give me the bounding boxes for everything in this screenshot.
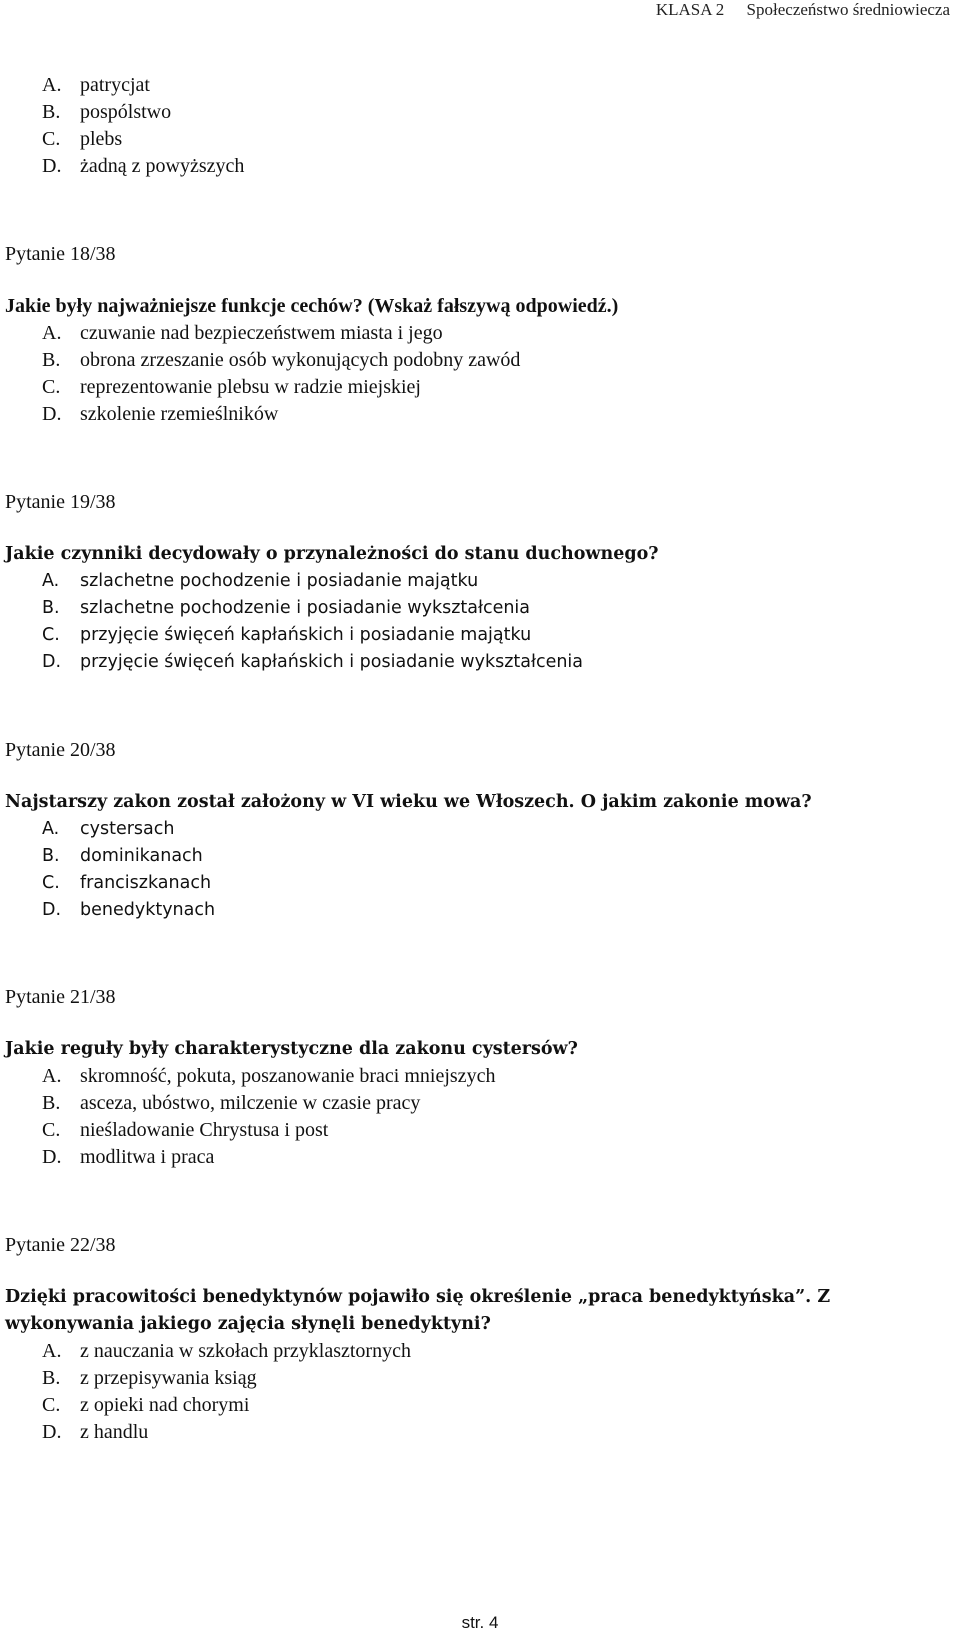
answer-option: D. modlitwa i praca bbox=[42, 1146, 215, 1168]
answer-option: B. z przepisywania ksiąg bbox=[42, 1367, 257, 1389]
question-text: Najstarszy zakon został założony w VI wieku we Włoszech. O jakim zakonie mowa? bbox=[5, 792, 812, 812]
answer-option: B. dominikanach bbox=[42, 846, 203, 866]
question-text-line-2: wykonywania jakiego zajęcia słynęli benedyktyni? bbox=[5, 1314, 491, 1334]
answer-option: A. szlachetne pochodzenie i posiadanie majątku bbox=[42, 571, 479, 591]
answer-option: A. czuwanie nad bezpieczeństwem miasta i jego bbox=[42, 322, 443, 344]
answer-option: A. z nauczania w szkołach przyklasztornych bbox=[42, 1340, 411, 1362]
question-number: Pytanie 18/38 bbox=[5, 243, 116, 265]
answer-option: D. benedyktynach bbox=[42, 900, 216, 920]
answer-option: B. obrona zrzeszanie osób wykonujących podobny zawód bbox=[42, 349, 521, 371]
question-19 bbox=[0, 489, 940, 676]
answer-option: B. szlachetne pochodzenie i posiadanie wykształcenia bbox=[42, 598, 531, 618]
question-text: Jakie reguły były charakterystyczne dla zakonu cystersów? bbox=[5, 1039, 578, 1059]
answer-option: C. plebs bbox=[42, 128, 123, 150]
question-21 bbox=[0, 984, 940, 1171]
header-topic: Społeczeństwo średniowiecza bbox=[746, 0, 950, 19]
header-class: KLASA 2 bbox=[655, 0, 725, 19]
page-header bbox=[638, 0, 950, 24]
question-17-options bbox=[0, 72, 940, 180]
question-text: Jakie były najważniejsze funkcje cechów? (Wskaż fałszywą odpowiedź.) bbox=[5, 295, 619, 317]
question-18 bbox=[0, 241, 940, 428]
page-number: str. 4 bbox=[461, 1613, 499, 1632]
answer-option: C. franciszkanach bbox=[42, 873, 212, 893]
question-20 bbox=[0, 737, 940, 924]
question-number: Pytanie 19/38 bbox=[5, 491, 116, 513]
answer-option: A. patrycjat bbox=[42, 74, 150, 96]
answer-option: C. przyjęcie święceń kapłańskich i posiadanie majątku bbox=[42, 625, 532, 645]
answer-option: D. żadną z powyższych bbox=[42, 155, 245, 177]
question-number: Pytanie 22/38 bbox=[5, 1234, 116, 1256]
answer-option: C. nieśladowanie Chrystusa i post bbox=[42, 1119, 329, 1141]
answer-option: B. asceza, ubóstwo, milczenie w czasie pracy bbox=[42, 1092, 421, 1114]
answer-option: D. przyjęcie święceń kapłańskich i posiadanie wykształcenia bbox=[42, 652, 584, 672]
answer-option: C. z opieki nad chorymi bbox=[42, 1394, 250, 1416]
question-text: Jakie czynniki decydowały o przynależności do stanu duchownego? bbox=[5, 544, 659, 564]
answer-option: C. reprezentowanie plebsu w radzie miejskiej bbox=[42, 376, 421, 398]
answer-option: D. szkolenie rzemieślników bbox=[42, 403, 279, 425]
question-number: Pytanie 21/38 bbox=[5, 986, 116, 1008]
answer-option: D. z handlu bbox=[42, 1421, 149, 1443]
answer-option: A. skromność, pokuta, poszanowanie braci mniejszych bbox=[42, 1065, 496, 1087]
answer-option: B. pospólstwo bbox=[42, 101, 172, 123]
question-22 bbox=[0, 1232, 940, 1446]
answer-option: A. cystersach bbox=[42, 819, 175, 839]
question-text-line-1: Dzięki pracowitości benedyktynów pojawiło się określenie „praca benedyktyńska”. Z bbox=[5, 1287, 831, 1307]
question-number: Pytanie 20/38 bbox=[5, 739, 116, 761]
